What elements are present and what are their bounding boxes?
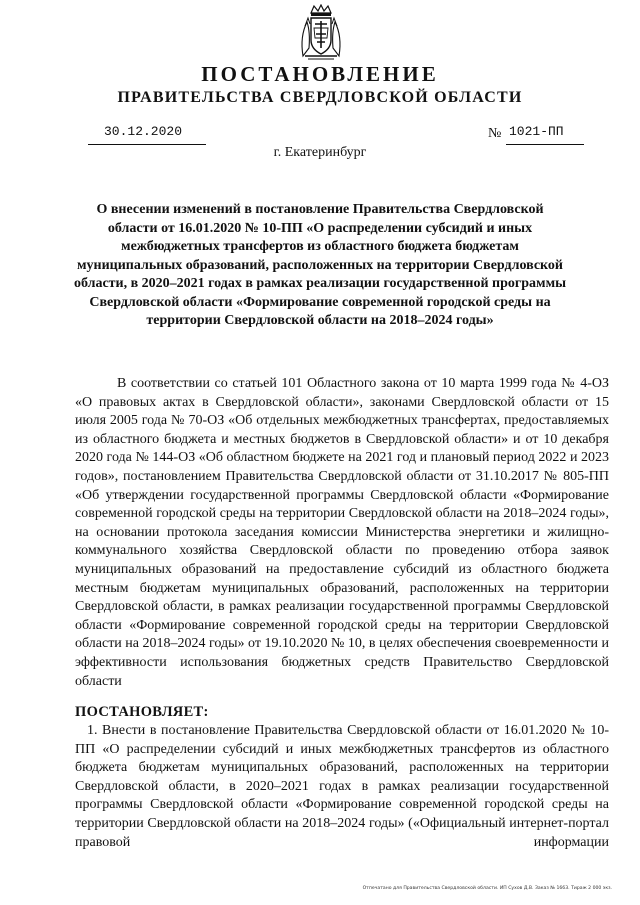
document-title: ПОСТАНОВЛЕНИЕ <box>201 62 439 86</box>
coat-of-arms-emblem <box>299 4 343 60</box>
clause-1: 1. Внести в постановление Правительства Свердловской области от 16.01.2020 № 10-ПП «О распределении субсидий и иных межбюджетных трансфертов из областного бюджета бюджетам муниципальных образований, расположенных на территории Свердловской области, в 2020–2021 годах в рамках реализации государственной программы Свердловской области «Формирование современной городской среды на территории Свердловской области на 2018–2024 годы» («Официальный интернет-портал правовой информации <box>75 723 609 850</box>
print-footer: Отпечатано для Правительства Свердловской области. ИП Сухов Д.В. Заказ № 1663. Тираж 2 000 экз. <box>362 886 612 891</box>
document-heading: О внесении изменений в постановление Правительства Свердловской области от 16.01.2020 № 10-ПП «О распределении субсидий и иных межбюджетных трансфертов из областного бюджета бюджетам муниципальных образований, расположенных на территории Свердловской области, в 2020–2021 годах в рамках реализации государственной программы Свердловской области «Формирование современной городской среды на территории Свердловской области на 2018–2024 годы» <box>73 202 567 328</box>
resolve-keyword: ПОСТАНОВЛЯЕТ: <box>75 704 209 720</box>
number-sign: № <box>488 126 502 141</box>
document-date: 30.12.2020 <box>104 124 183 139</box>
preamble-text: В соответствии со статьей 101 Областного закона от 10 марта 1999 года № 4-ОЗ «О правовых актах в Свердловской области», законами Свердловской области от 15 июля 2005 года № 70-ОЗ «Об отдельных межбюджетных трансфертах, предоставляемых из областного бюджета и местных бюджетов в Свердловской области» и от 10 декабря 2020 года № 144-ОЗ «Об областном бюджете на 2021 год и плановый период 2022 и 2023 годов», постановлением Правительства Свердловской области от 31.10.2017 № 805-ПП «Об утверждении государственной программы Свердловской области «Формирование современной городской среды на территории Свердловской области на 2018–2024 годы», на основании протокола заседания комиссии Министерства энергетики и жилищно-коммунального хозяйства Свердловской области по проведению отбора заявок муниципальных образований на предоставление субсидий из областного бюджета местным бюджетам муниципальных образований, расположенных на территории Свердловской области, в рамках реализации государственной программы Свердловской области «Формирование современной городской среды на территории Свердловской области на 2018–2024 годы» от 19.10.2020 № 10, в целях обеспечения своевременности и эффективности использования бюджетных средств Правительство Свердловской области <box>75 376 609 689</box>
city: г. Екатеринбург <box>273 145 367 160</box>
issuer-name: ПРАВИТЕЛЬСТВА СВЕРДЛОВСКОЙ ОБЛАСТИ <box>117 89 523 106</box>
preamble <box>75 375 609 691</box>
document-number: 1021-ПП <box>509 124 564 139</box>
